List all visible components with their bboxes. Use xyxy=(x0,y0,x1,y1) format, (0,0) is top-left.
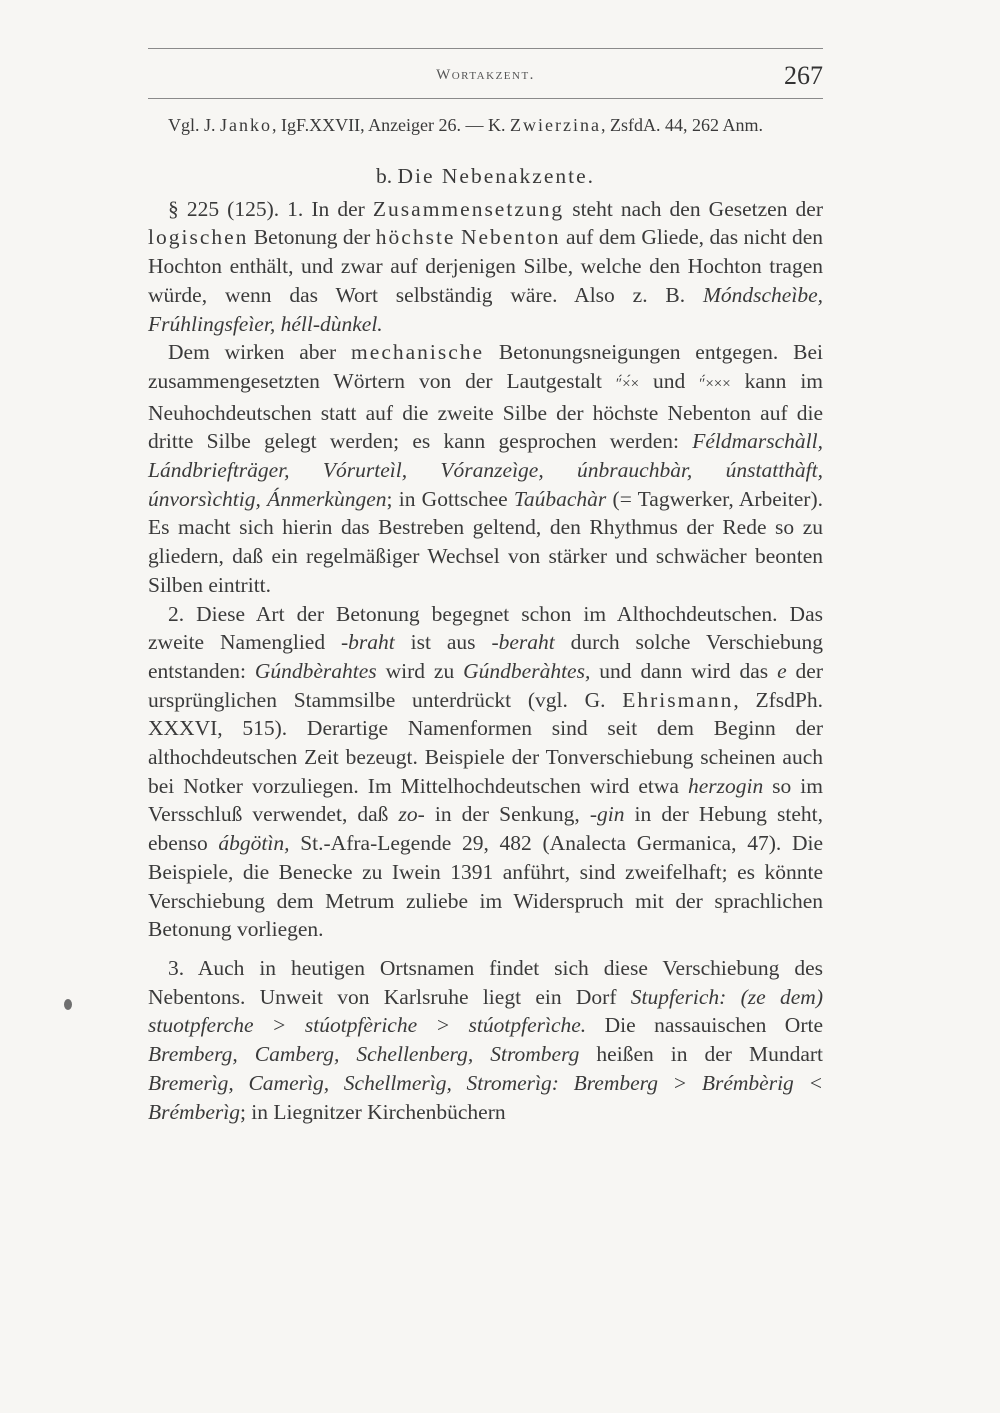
paragraph-mechanical xyxy=(148,338,823,599)
emphasis: logischen xyxy=(148,225,249,250)
author-name: Ehrismann xyxy=(622,687,734,712)
emphasis: Zusammensetzung xyxy=(372,196,565,221)
emphasis: höchste xyxy=(375,225,456,250)
section-title: Die Nebenakzente. xyxy=(397,164,596,188)
header-rule-bottom xyxy=(148,98,823,99)
paragraph-225-3 xyxy=(148,954,823,1126)
body-text xyxy=(148,112,823,1126)
example-words: Féldmarschàll, Lándbriefträger, Vórurteìl, Vóranzeìge, únbrauchbàr, únstatthàft, únvorsìchtig, Ánmerkùngen xyxy=(148,429,823,511)
text: Betonungsneigungen entgegen. Bei zusammengesetzten Wörtern von der Lautgestalt xyxy=(148,340,823,393)
meter-notation: ″́××× xyxy=(699,375,731,392)
section-letter: b. xyxy=(375,164,398,188)
text: auf dem Gliede, das nicht den Hochton enthält, und zwar auf derjenigen Silbe, welche den Hochton tragen würde, wenn das Wort selbständig wäre. Also z. B. xyxy=(148,225,824,307)
example-word: -gin xyxy=(589,802,625,827)
text: in der Hebung steht, ebenso xyxy=(148,802,823,856)
text: kann im Neuhochdeutschen statt auf die zweite Silbe der höchste Nebenton auf die dritte Silbe gelegt werden; es kann gesprochen werden: xyxy=(148,368,824,454)
text: 3. Auch in heutigen Ortsnamen findet sich diese Verschiebung des Nebentons. Unweit von Karlsruhe liegt ein Dorf xyxy=(148,955,823,1009)
text: durch solche Verschiebung entstanden: xyxy=(148,630,823,683)
note-text: Vgl. J. xyxy=(168,115,221,135)
text: der ursprünglichen Stammsilbe unterdrückt (vgl. G. xyxy=(148,658,823,712)
note-text: , ZsfdA. 44, 262 Anm. xyxy=(601,115,764,135)
text: Dem wirken aber xyxy=(168,340,352,365)
example-word: Gúndberàhtes, xyxy=(463,658,591,683)
text: ist aus xyxy=(394,630,492,655)
example-word: zo- xyxy=(398,802,425,827)
text: St.-Afra-Legende 29, 482 (Analecta Germanica, 47). Die Beispiele, die Benecke zu Iwein 1391 anführt, sind zweifelhaft; es könnte Verschiebung dem Metrum zuliebe im Widerspruch mit der sprachlichen Betonung vorliegen. xyxy=(148,831,823,942)
emphasis: Nebenton xyxy=(460,225,561,250)
reference-note xyxy=(148,112,823,138)
text: so im Versschluß verwendet, daß xyxy=(148,773,823,827)
meter-notation: ″́×́× xyxy=(615,375,640,392)
text: ; in Liegnitzer Kirchenbüchern xyxy=(239,1099,506,1124)
example-word: ábgötìn, xyxy=(218,831,290,856)
paragraph-225-2 xyxy=(148,600,823,944)
example-words: (ze dem) stuotpferche > stúotpfèriche > stúotpferìche. xyxy=(148,984,823,1038)
text: und xyxy=(639,368,700,393)
example-words: Bremberg, Camberg, Schellenberg, Stromberg xyxy=(148,1042,580,1067)
text: wird zu xyxy=(376,658,464,683)
text: , ZfsdPh. XXXVI, 515). Derartige Namenformen sind seit dem Beginn der althochdeutschen Zeit bezeugt. Beispiele der Tonverschiebung scheinen auch bei Notker vorzuliegen. Im Mittelhochdeutschen wird etwa xyxy=(148,687,823,798)
text: und dann wird das xyxy=(590,658,778,683)
paragraph-225-1 xyxy=(148,195,823,339)
page-number: 267 xyxy=(784,61,823,90)
section-heading xyxy=(148,162,823,191)
emphasis: mechanische xyxy=(351,340,485,365)
running-title: Wortakzent. xyxy=(436,67,535,83)
author-name: Zwierzina xyxy=(510,115,602,135)
text: ; in Gottschee xyxy=(386,486,514,511)
text: in der Senkung, xyxy=(424,802,590,827)
example-word: Stupferich: xyxy=(630,984,727,1009)
scan-smudge-mark xyxy=(64,999,72,1010)
example-words: Bremerìg, Camerìg, Schellmerìg, Stromerìg: Bremberg > Brémbèrig < Brémberìg xyxy=(148,1070,823,1124)
text: Betonung der xyxy=(248,225,376,250)
example-word: -braht xyxy=(341,630,395,655)
text: 2. Diese Art der Betonung begegnet schon im Althochdeutschen. Das zweite Namenglied xyxy=(148,601,823,655)
text: Die nassauischen Orte xyxy=(586,1013,823,1038)
text: steht nach den Gesetzen der xyxy=(564,196,823,221)
example-word: Taúbachàr xyxy=(513,486,607,511)
text: heißen in der Mundart xyxy=(579,1042,823,1067)
text: § 225 (125). 1. In der xyxy=(168,196,373,221)
example-words: Móndscheìbe, Frúhlingsfeìer, héll-dùnkel. xyxy=(148,282,823,336)
example-word: -beraht xyxy=(491,630,555,655)
example-word: herzogin xyxy=(687,773,764,798)
author-name: Janko xyxy=(220,115,273,135)
note-text: , IgF.XXVII, Anzeiger 26. — K. xyxy=(272,115,511,135)
running-head xyxy=(148,61,823,91)
text: (= Tagwerker, Arbeiter). Es macht sich hierin das Bestreben geltend, den Rhythmus der Rede so zu gliedern, daß ein regelmäßiger Wechsel von stärker und schwächer beonten Silben eintritt. xyxy=(148,486,823,597)
text xyxy=(726,985,740,1009)
example-letter: e xyxy=(777,658,787,683)
header-rule-top xyxy=(148,48,823,49)
example-word: Gúndbèrahtes xyxy=(254,658,377,683)
